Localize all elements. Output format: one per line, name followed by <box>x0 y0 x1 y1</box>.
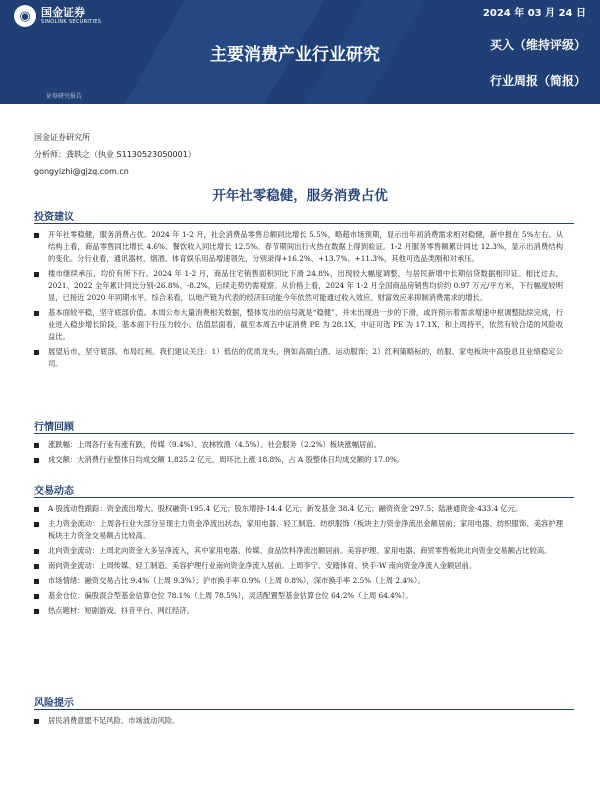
bullet-item <box>34 229 574 265</box>
logo-name-cn: 国金证券 <box>41 5 85 19</box>
section-heading: 交易动态 <box>34 486 74 497</box>
bullet-item <box>34 518 574 542</box>
report-date: 2024 年 03 月 24 日 <box>482 8 586 19</box>
bullet-square-icon <box>34 443 39 448</box>
review-section <box>34 418 574 469</box>
analyst-info: 分析师：龚轶之（执业 S1130523050001） <box>34 150 196 159</box>
bullet-square-icon <box>34 311 39 316</box>
bullet-item <box>34 605 574 617</box>
bullet-item <box>34 560 574 572</box>
section-heading: 风险提示 <box>34 698 74 709</box>
bullet-item <box>34 268 574 304</box>
bullet-text: 热点题材：短剧游戏、抖音平台、网红经济。 <box>48 606 194 615</box>
bullet-item <box>34 439 574 451</box>
bullet-text: 开年社零稳健，服务消费占优。2024 年 1-2 月，社会消费品零售总额同比增长 5.5%，略超市场预期，显示出年初消费需求相对稳健，新中报在 5%左右。从结构上看，商品零售同比增长 4.6%、餐饮收入同比增长 12.5%。春节期间出行火热在数据上得到验证。1-2 月服务零售额累计同比 12.3%，显示出消费结构的变化。分行业看，通讯器材、烟酒、体育娱乐用品增速领先，分别录得+16.2%、+13.7%、+11.3%，其他可选品类刚和对承压。 <box>48 230 563 263</box>
analyst-email: gongyizhi@gjzq.com.cn <box>34 167 129 176</box>
bullet-square-icon <box>34 719 39 724</box>
report-title: 主要消费产业行业研究 <box>210 45 380 65</box>
invest-section <box>34 208 574 373</box>
bullet-square-icon <box>34 609 39 614</box>
section-divider <box>34 709 574 710</box>
section-divider <box>34 223 574 224</box>
institute-name: 国金证券研究所 <box>34 133 90 142</box>
bullet-square-icon <box>34 272 39 277</box>
section-heading: 行情回顾 <box>34 422 74 433</box>
report-tag: 证券研究报告 <box>46 93 83 100</box>
bullet-text: 基本面较平稳，坚守底部价值。本周公布大量消费相关数据，整体发出的信号就是“稳健”，并未出现进一步的下滑，或许预示着需求增速中枢调整陆续完成，行业进入稳步增长阶段，基本面下行压力较小。估值层面看，截至本周五中证消费 PE 为 28.1X，中证可选 PE 为 17.1X，和上周持平，依然有较合适的风险收益比。 <box>48 308 563 341</box>
bullet-text: A 股流动性跟踪：资金流出增大。股权融资-195.4 亿元；股东增持-14.4 亿元；新发基金 38.4 亿元；融资资金 297.5；陆港通资金-433.4 亿元。 <box>48 504 523 513</box>
bullet-text: 成交额：大消费行业整体日均成交额 1,825.2 亿元，周环比上涨 18.8%，占 A 股整体日均成交额的 17.0%。 <box>48 455 405 464</box>
risk-section <box>34 694 574 730</box>
company-logo <box>14 5 101 27</box>
bullet-text: 北向资金流动：上周北向资金大多呈净流入，其中家用电器、传媒、食品饮料净流出额居前。美容护理、家用电器、商贸零售板块北向资金交易额占比较高。 <box>48 546 552 555</box>
rating-label: 买入（维持评级） <box>489 38 586 52</box>
bullet-square-icon <box>34 522 39 527</box>
bullet-text: 主力资金流动：上周各行业大部分呈现主力资金净流出状态，家用电器、轻工制造、纺织服饰（板块主力资金净流出金额居前；家用电器、纺织服饰、美容护理板块主力资金交易额占比较高。 <box>48 519 563 540</box>
bullet-item <box>34 454 574 466</box>
section-heading: 投资建议 <box>34 212 74 223</box>
bullet-text: 基金仓位：偏股混合型基金估算仓位 78.1%（上周 78.5%），灵活配置型基金估算仓位 64.2%（上周 64.4%）。 <box>48 591 413 600</box>
bullet-item <box>34 545 574 557</box>
bullet-square-icon <box>34 507 39 512</box>
bullet-text: 楼市继续承压，均价有所下行。2024 年 1-2 月，商品住宅销售面积同比下滑 24.8%，出现较大幅度调整，与居民新增中长期信贷数据相印证。相比过去，2021、2022 全年累计同比分别-26.8%、-8.2%，后续走势仍需观察。从价格上看，2024 年 1-2 月全国商品房销售均价约 0.97 万元/平方米，下行幅度较明显，已接近 2020 年同期水平。综合来看，以地产链为代表的经济旧动能今年依然可能通过收入效应、财富效应来抑制消费需求的增长。 <box>48 269 563 302</box>
bullet-square-icon <box>34 594 39 599</box>
report-type: 行业周报（简报） <box>489 74 586 88</box>
trading-section <box>34 482 574 620</box>
section-divider <box>34 497 574 498</box>
bullet-text: 涨跌幅：上周各行业有涨有跌，传媒（9.4%）、农林牧渔（4.5%）、社会服务（2.2%）板块涨幅居前。 <box>48 440 381 449</box>
document-title: 开年社零稳健，服务消费占优 <box>212 188 388 204</box>
bullet-square-icon <box>34 350 39 355</box>
bullet-text: 居民消费意愿不足风险、市场波动风险。 <box>48 716 180 725</box>
bullet-item <box>34 307 574 343</box>
report-banner <box>0 0 600 104</box>
bullet-text: 市场情绪：融资交易占比 9.4%（上周 9.3%）；沪市换手率 0.9%（上周 0.8%），深市换手率 2.5%（上周 2.4%）。 <box>48 576 425 585</box>
section-divider <box>34 433 574 434</box>
bullet-item <box>34 590 574 602</box>
bullet-square-icon <box>34 579 39 584</box>
bullet-square-icon <box>34 549 39 554</box>
bullet-item <box>34 346 574 370</box>
bullet-text: 展望后市，坚守底部、布局红利。我们建议关注：1）低估的优质龙头，例如高端白酒、运动服饰；2）红利策略标的，纺服、家电板块中高股息且业绩稳定公司。 <box>48 347 563 368</box>
bullet-item <box>34 715 574 727</box>
bullet-square-icon <box>34 458 39 463</box>
bullet-square-icon <box>34 564 39 569</box>
bullet-text: 南向资金流动：上周传媒、轻工制造、美容护理行业南向资金净流入居前。上周李宁、安踏体育、快手-W 南向资金净流入金额居前。 <box>48 561 477 570</box>
bullet-item <box>34 575 574 587</box>
bullet-square-icon <box>34 233 39 238</box>
logo-name-en: SINOLINK SECURITIES <box>41 18 102 25</box>
bullet-item <box>34 503 574 515</box>
logo-mark-icon: ◉ <box>14 5 36 27</box>
